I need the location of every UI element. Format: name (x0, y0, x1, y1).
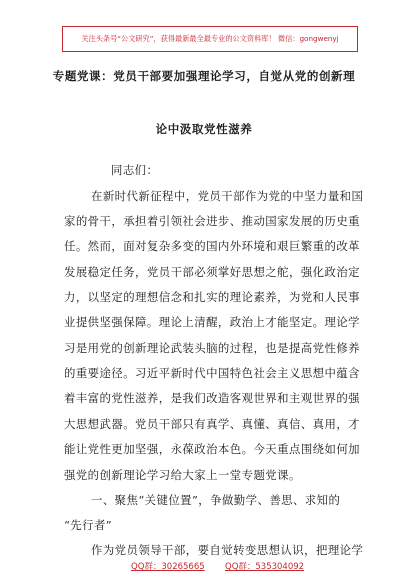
document-title-line-1: 专题党课：党员干部要加强理论学习，自觉从党的创新理 (52, 69, 356, 83)
body-line: 发展稳定任务，党员干部必须掌好思想之舵，强化政治定 (64, 265, 361, 279)
section-heading-line: “先行者” (64, 518, 113, 532)
body-line: 在新时代新征程中，党员干部作为党的中坚力量和国 (91, 189, 364, 203)
body-line: 强党的创新理论学习给大家上一堂专题党课。 (64, 468, 301, 482)
body-line: 着丰富的党性滋养，是我们改造客观世界和主观世界的强 (64, 391, 361, 405)
body-line: 家的骨干，承担着引领社会进步、推动国家发展的历史重 (64, 214, 361, 228)
section-heading-line: 一、聚焦“关键位置”，争做勤学、善思、求知的 (91, 493, 341, 507)
footer-qq-group-2: QQ群：535304092 (225, 562, 305, 572)
header-banner-text: 关注头条号“公文研究”，获得最新最全最专业的公文资料库！ 微信：gongwenyj (81, 34, 339, 43)
body-line: 能让党性更加坚强，永葆政治本色。今天重点围绕如何加 (64, 442, 361, 456)
body-line: 的重要途径。习近平新时代中国特色社会主义思想中蕴含 (64, 366, 361, 380)
page-footer (0, 556, 408, 572)
body-line: 力，以坚定的理想信念和扎实的理论素养，为党和人民事 (64, 290, 361, 304)
body-line: 业提供坚强保障。理论上清醒，政治上才能坚定。理论学 (64, 315, 361, 329)
body-line: 大思想武器。党员干部只有真学、真懂、真信、真用，才 (64, 417, 361, 431)
footer-qq-group-1: QQ群：30265665 (131, 562, 205, 572)
greeting: 同志们： (111, 163, 159, 177)
document-title-line-2: 论中汲取党性滋养 (155, 122, 253, 136)
body-line: 习是用党的创新理论武装头脑的过程，也是提高党性修养 (64, 341, 361, 355)
body-line: 作为党员领导干部，要自觉转变思想认识，把理论学 (91, 543, 364, 557)
body-line: 任。然而，面对复杂多变的国内外环境和艰巨繁重的改革 (64, 239, 361, 253)
header-banner (62, 26, 358, 52)
